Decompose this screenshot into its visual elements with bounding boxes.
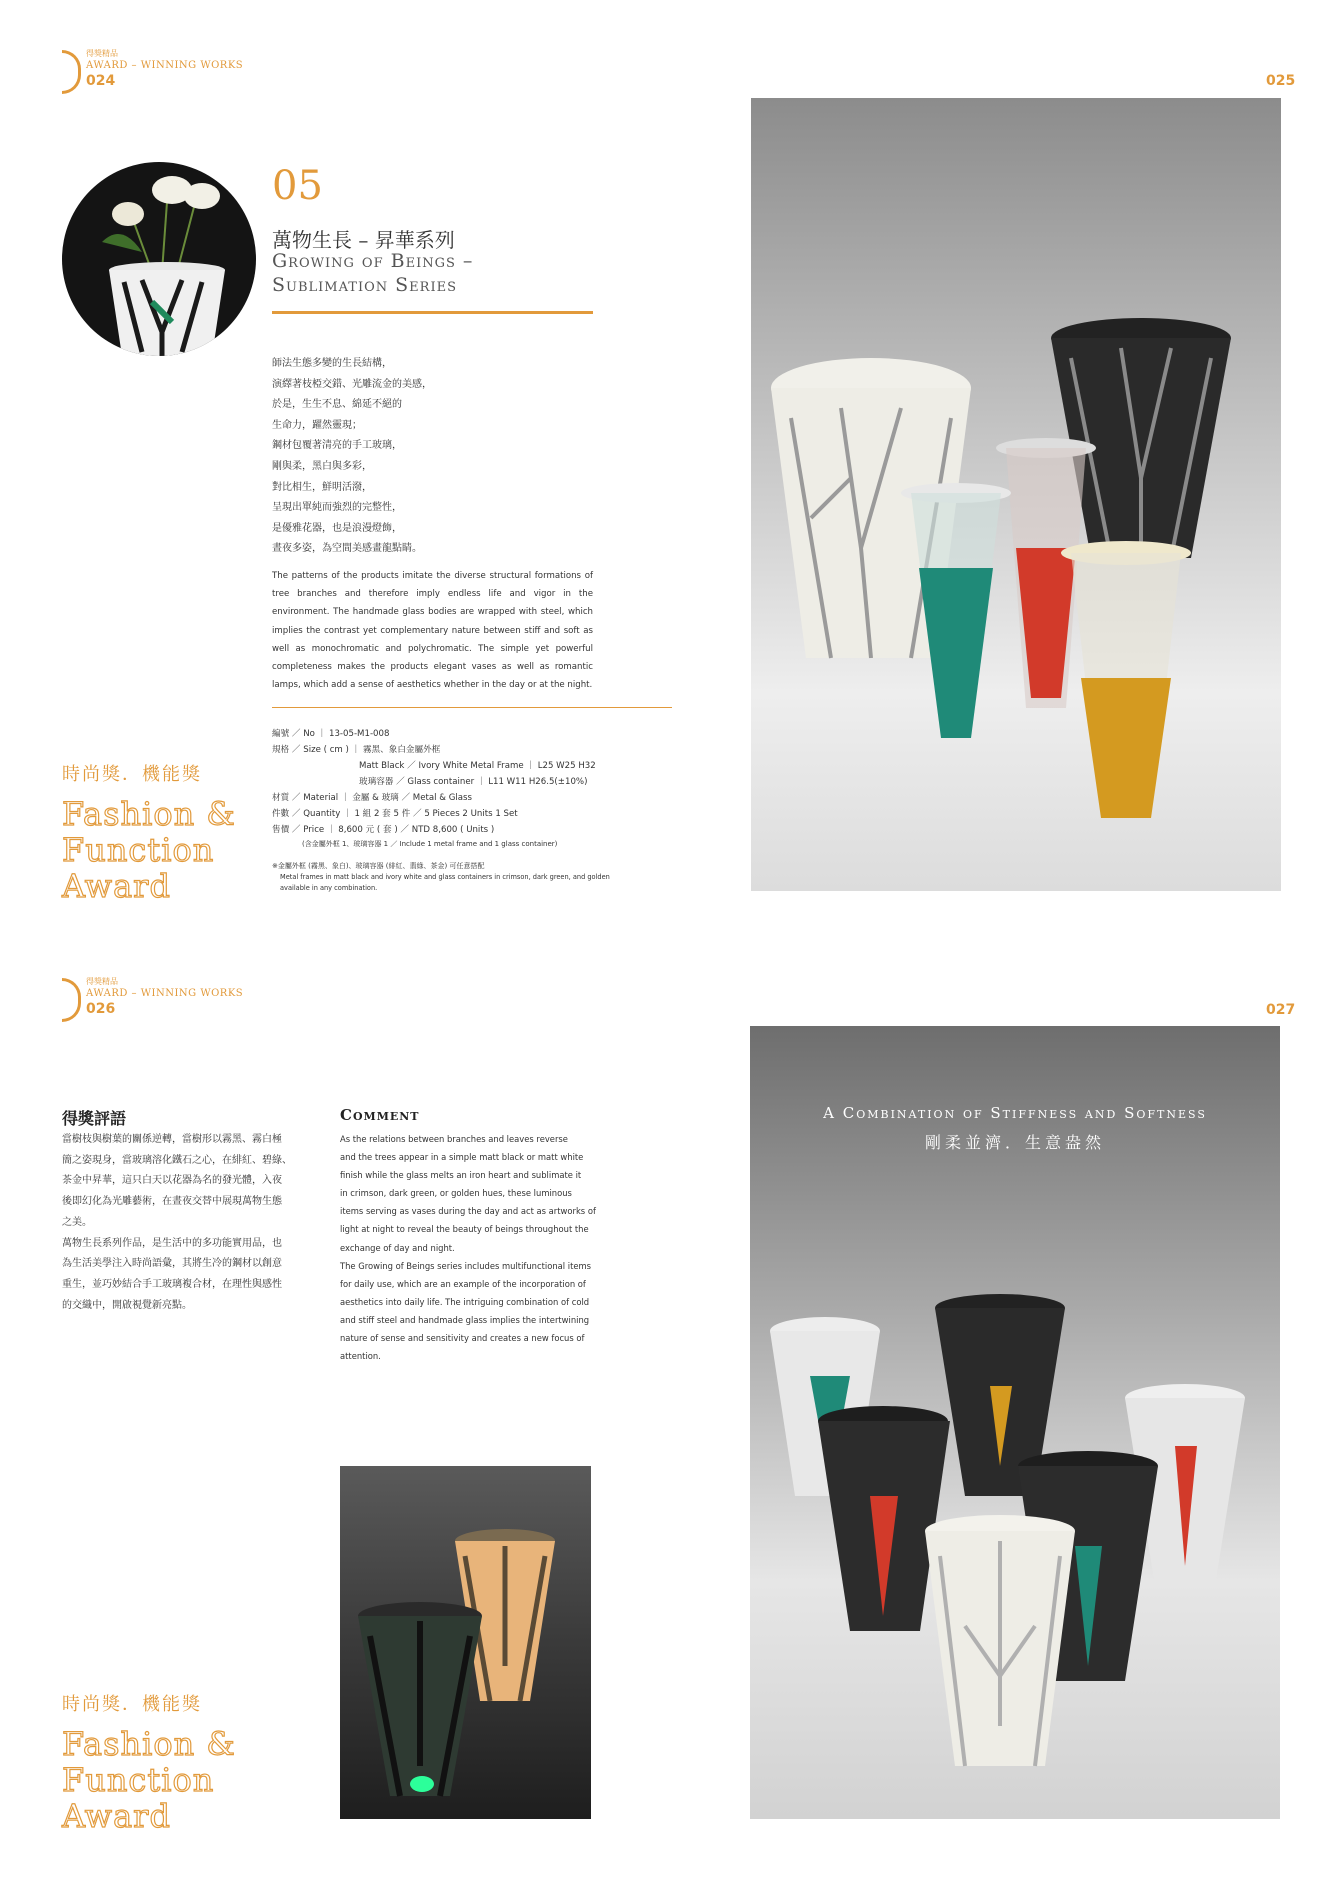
description-zh-line: 鋼材包覆著清亮的手工玻璃，	[272, 440, 402, 452]
header-label-zh: 得獎精品	[86, 49, 118, 58]
product-photo-vases	[751, 98, 1281, 891]
spec-note-en-line2: available in any combination.	[280, 884, 378, 892]
description-en: The patterns of the products imitate the diverse structural formations of tree branches and therefore imply endless life and vigor in the environment. The handmade glass bodies are wrapped with steel, which implies the contrast yet complementary nature between stiff and soft as well as monochromatic and polychromatic. The simple yet powerful completeness makes the products elegant vases as well as romantic lamps, which add a sense of aesthetics whether in the day or at the night.	[272, 571, 593, 691]
description-zh	[272, 354, 602, 560]
description-zh-line: 師法生態多變的生長結構，	[272, 358, 392, 369]
product-title-en-line1: Growing of Beings –	[272, 250, 474, 272]
description-zh-line: 是優雅花器，也是浪漫燈飾，	[272, 522, 402, 534]
spec-size: 規格 ／ Size ( cm ) ｜ 霧黑、象白金屬外框	[272, 745, 441, 755]
bracket-mark	[62, 50, 81, 94]
comment-heading-zh: 得獎評語	[62, 1109, 127, 1128]
comment-zh-line: 簡之姿現身，當玻璃溶化鐵石之心，在緋紅、碧綠、	[62, 1154, 292, 1166]
description-zh-line: 剛與柔，黑白與多彩，	[272, 460, 372, 472]
page-number-left: 026	[86, 1001, 116, 1017]
comment-en-line: aesthetics into daily life. The intriguing combination of cold	[340, 1296, 590, 1307]
comment-zh	[62, 1130, 322, 1316]
comment-en-line: exchange of day and night.	[340, 1242, 455, 1253]
award-block	[62, 1690, 262, 1834]
comment-en	[340, 1130, 610, 1365]
award-title-en: Fashion & Function Award	[62, 795, 236, 905]
spec-size-glass: 玻璃容器 ／ Glass container ｜ L11 W11 H26.5(±10%)	[359, 777, 588, 787]
product-photo-lamps	[340, 1466, 591, 1819]
comment-en-line: attention.	[340, 1351, 381, 1362]
comment-en-line: As the relations between branches and leaves reverse	[340, 1134, 568, 1144]
description-zh-line: 於是，生生不息、綿延不絕的	[272, 399, 402, 411]
award-block	[62, 760, 262, 904]
description-zh-line: 演繹著枝椏交錯、光雕流金的美感，	[272, 378, 432, 390]
spec-note-en-line1: Metal frames in matt black and ivory white and glass containers in crimson, dark green, and golden	[280, 873, 610, 881]
comment-en-line: finish while the glass melts an iron heart and sublimate it	[340, 1170, 582, 1181]
spec-price-note: (含金屬外框 1、玻璃容器 1 ／ Include 1 metal frame and 1 glass container)	[302, 840, 558, 848]
comment-en-line: for daily use, which are an example of the incorporation of	[340, 1278, 586, 1289]
section-header	[62, 976, 262, 1024]
comment-zh-line: 的交織中，開啟視覺新亮點。	[62, 1299, 192, 1311]
product-title-zh: 萬物生長 – 昇華系列	[272, 228, 455, 252]
spec-quantity: 件數 ／ Quantity ｜ 1 組 2 套 5 件 ／ 5 Pieces 2 Units 1 Set	[272, 809, 518, 819]
comment-zh-line: 為生活美學注入時尚語彙，其將生冷的鋼材以創意	[62, 1258, 282, 1270]
header-label-zh: 得獎精品	[86, 977, 118, 986]
comment-en-line: nature of sense and sensitivity and creates a new focus of	[340, 1333, 585, 1344]
product-photo-collection	[750, 1026, 1280, 1819]
comment-en-line: items serving as vases during the day and act as artworks of	[340, 1206, 596, 1217]
comment-zh-line: 之美。	[62, 1216, 92, 1228]
description-zh-line: 生命力，躍然靈現；	[272, 419, 362, 431]
section-header	[62, 48, 262, 96]
comment-en-line: in crimson, dark green, or golden hues, these luminous	[340, 1188, 572, 1199]
product-title-en-line2: Sublimation Series	[272, 274, 457, 296]
spec-size-frame: Matt Black ／ Ivory White Metal Frame ｜ L25 W25 H32	[359, 761, 596, 771]
comment-en-line: and the trees appear in a simple matt black or matt white	[340, 1152, 584, 1163]
description-zh-line: 晝夜多姿，為空間美感畫龍點睛。	[272, 543, 422, 555]
spec-price: 售價 ／ Price ｜ 8,600 元 ( 套 ) ／ NTD 8,600 ( Units )	[272, 825, 495, 835]
award-title-zh: 時尚獎．機能獎	[62, 764, 202, 785]
award-title-zh: 時尚獎．機能獎	[62, 1694, 202, 1715]
comment-zh-line: 茶金中昇華，這只白天以花器為名的發光體，入夜	[62, 1175, 282, 1187]
comment-zh-line: 後即幻化為光雕藝術，在晝夜交替中展現萬物生態	[62, 1196, 282, 1208]
comment-zh-line: 當樹枝與樹葉的關係逆轉，當樹形以霧黑、霧白極	[62, 1134, 282, 1145]
award-title-en: Fashion & Function Award	[62, 1725, 236, 1835]
description-zh-line: 呈現出單純而強烈的完整性，	[272, 502, 402, 514]
comment-en-line: The Growing of Beings series includes multifunctional items	[340, 1260, 592, 1271]
hero-caption-zh: 剛柔並濟．生意盎然	[924, 1133, 1105, 1152]
page-number-left: 024	[86, 73, 116, 89]
spec-note-zh: ※金屬外框 (霧黑、象白)、玻璃容器 (緋紅、翡綠、茶金) 可任意搭配	[272, 862, 485, 870]
page-number-right: 025	[1266, 73, 1296, 89]
page-number-right: 027	[1266, 1002, 1296, 1018]
product-number: 05	[272, 163, 323, 209]
comment-zh-line: 萬物生長系列作品，是生活中的多功能實用品，也	[62, 1237, 282, 1249]
header-label-en: AWARD – WINNING WORKS	[86, 60, 244, 71]
bracket-mark	[62, 978, 81, 1022]
specs-divider	[272, 707, 672, 708]
hero-caption-en: A Combination of Stiffness and Softness	[823, 1104, 1207, 1122]
header-label-en: AWARD – WINNING WORKS	[86, 988, 244, 999]
comment-en-line: and stiff steel and handmade glass implies the intertwining	[340, 1314, 590, 1325]
product-thumbnail-photo	[62, 162, 256, 356]
spec-material: 材質 ／ Material ｜ 金屬 & 玻璃 ／ Metal & Glass	[272, 793, 472, 803]
comment-heading-en: Comment	[340, 1106, 420, 1124]
spec-no: 編號 ／ No ｜ 13-05-M1-008	[272, 729, 390, 739]
description-zh-line: 對比相生，鮮明活潑，	[272, 481, 372, 493]
comment-en-line: light at night to reveal the beauty of beings throughout the	[340, 1224, 589, 1235]
title-divider	[272, 311, 593, 314]
comment-zh-line: 重生，並巧妙結合手工玻璃複合材，在理性與感性	[62, 1278, 282, 1290]
